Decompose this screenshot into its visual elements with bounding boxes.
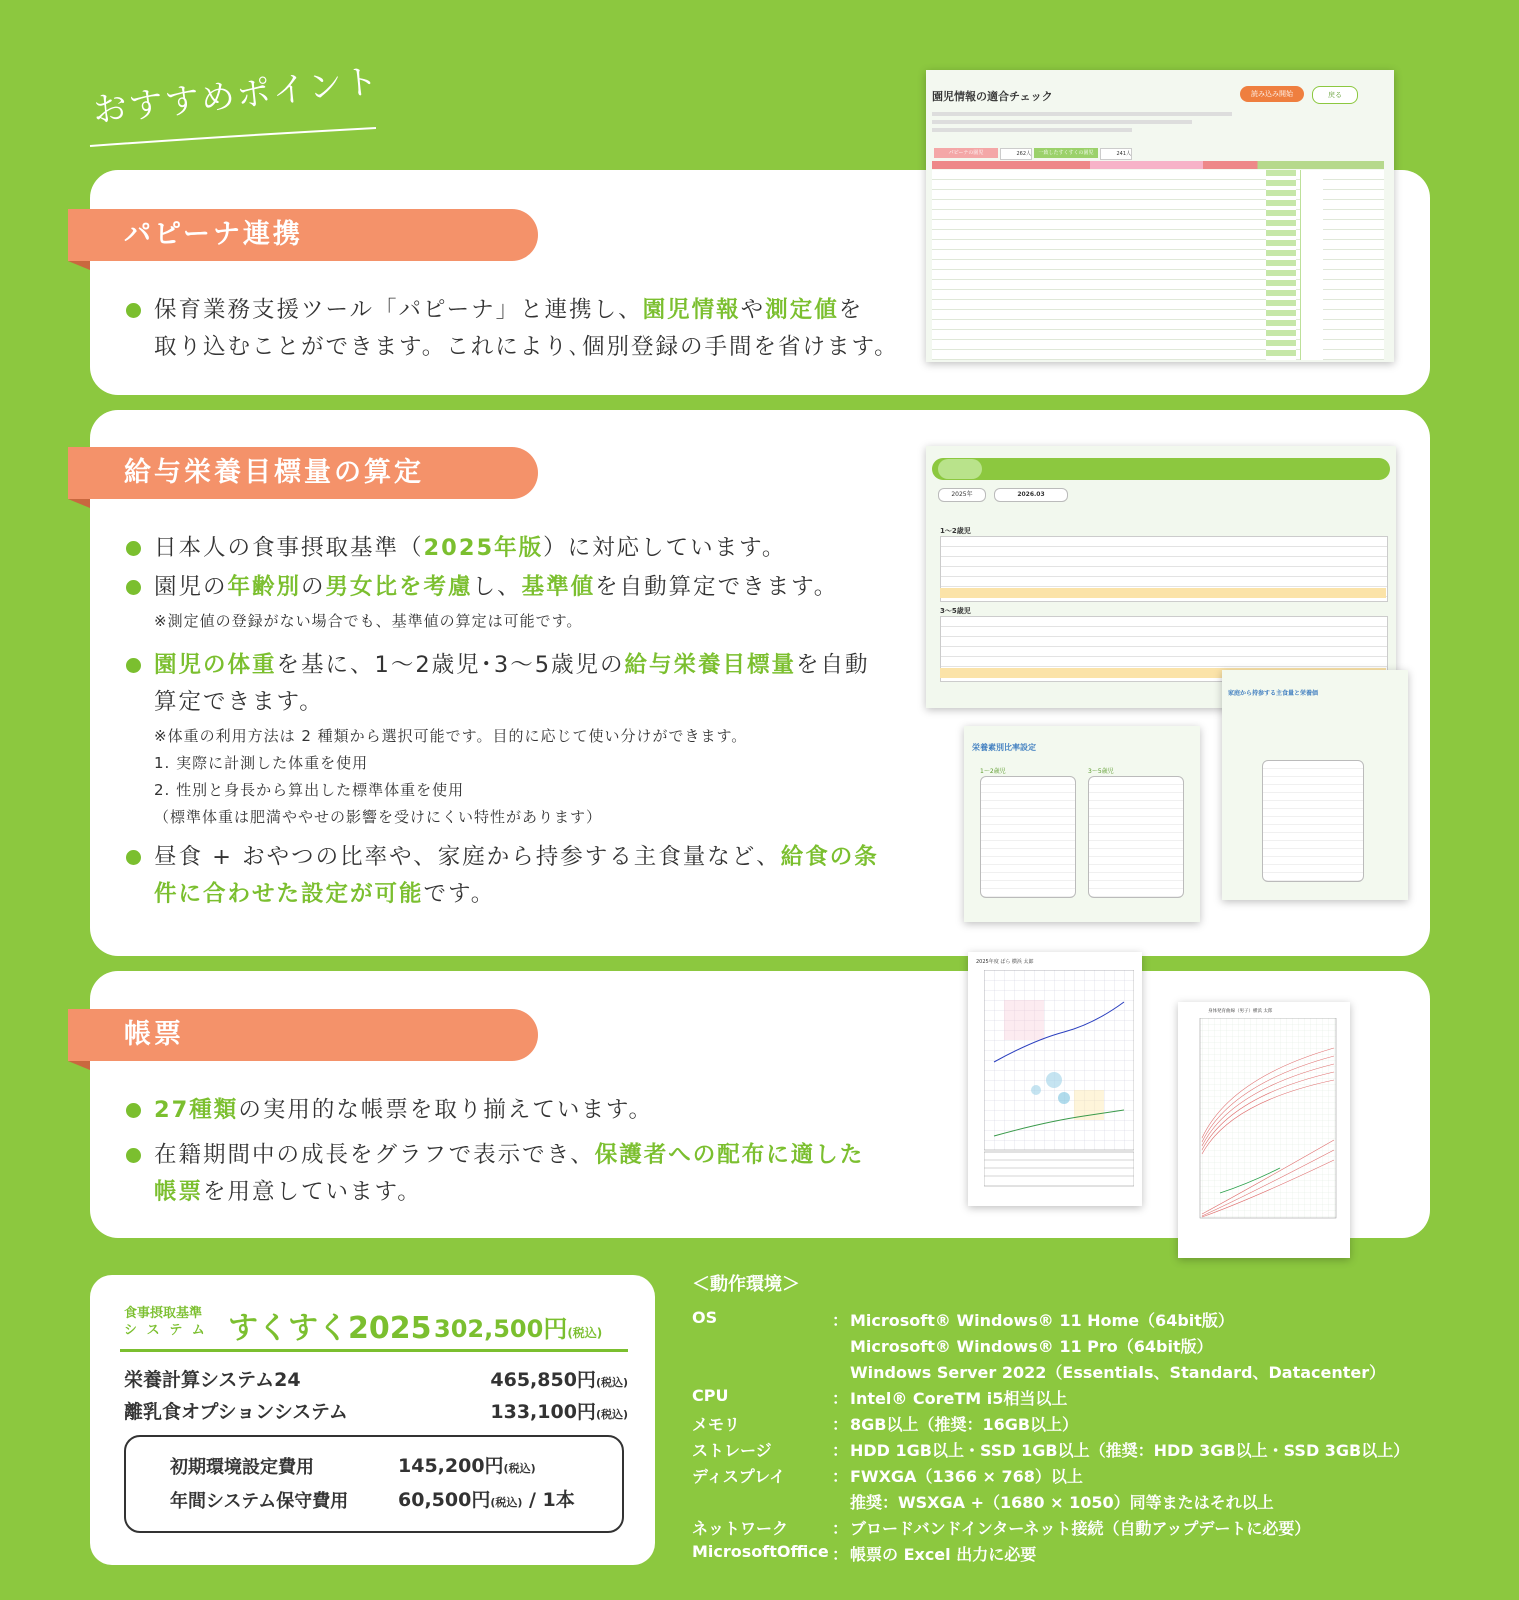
ratio-table-2 bbox=[1088, 776, 1184, 898]
ratio-col-3-5: 3〜5歳児 bbox=[1088, 768, 1114, 775]
growth-chart bbox=[984, 970, 1134, 1188]
bullet-item: 園児の体重を基に、1〜2歳児･3〜5歳児の給与栄養目標量を自動 算定できます。 ※体重の利用方法は 2 種類から選択可能です。目的に応じて使い分けができます。 1. 実際に計測した体重を使用 2. 性別と身長から算出した標準体重を使用 （標準体重は肥満ややせの影響を受けにくい特性があります） bbox=[126, 647, 906, 831]
note-text: 2. 性別と身長から算出した標準体重を使用 bbox=[154, 781, 465, 799]
section-nutrition-tag: 給与栄養目標量の算定 bbox=[68, 447, 538, 499]
bullet-item: 園児の年齢別の男女比を考慮し、基準値を自動算定できます。 ※測定値の登録がない場合でも、基準値の算定は可能です。 bbox=[126, 569, 906, 635]
heading-underline bbox=[88, 122, 378, 150]
ratio-table-1 bbox=[980, 776, 1076, 898]
group-label-1-2: 1〜2歳児 bbox=[940, 527, 971, 535]
price-card bbox=[90, 1275, 655, 1565]
bullet-item: 27種類の実用的な帳票を取り揃えています。 bbox=[126, 1092, 906, 1129]
curve-title: 身体発育曲線（男子）横浜 太郎 bbox=[1208, 1009, 1273, 1014]
product-price: 302,500円(税込) bbox=[434, 1315, 603, 1343]
matched-count: 241人 bbox=[1100, 148, 1132, 160]
ratio-title: 栄養素別比率設定 bbox=[972, 743, 1036, 752]
screenshot-home-staple bbox=[1222, 670, 1408, 900]
tag-fold bbox=[68, 261, 90, 270]
table-header bbox=[932, 161, 1384, 169]
fee-price: 60,500円(税込) / 1本 bbox=[398, 1489, 575, 1511]
section-nutrition-bullets bbox=[126, 530, 906, 915]
note-text: ※体重の利用方法は 2 種類から選択可能です。目的に応じて使い分けができます。 bbox=[154, 727, 748, 745]
tag-fold bbox=[68, 1061, 90, 1070]
home-title: 家庭から持参する主食量と栄養価 bbox=[1228, 690, 1319, 697]
import-button[interactable]: 読み込み開始 bbox=[1240, 86, 1304, 102]
fee-price: 145,200円(税込) bbox=[398, 1455, 536, 1477]
env-title: ＜動作環境＞ bbox=[692, 1274, 800, 1295]
section-papina-tag: パピーナ連携 bbox=[68, 209, 538, 261]
month-selector[interactable]: 2026.03 bbox=[994, 488, 1068, 502]
screenshot-matching-check bbox=[926, 70, 1394, 362]
growth-curve-chart bbox=[1190, 1018, 1340, 1238]
report-title: 2025年度 ばら 横浜 太郎 bbox=[976, 959, 1034, 965]
back-button[interactable]: 戻る bbox=[1312, 86, 1358, 104]
price-divider bbox=[120, 1349, 628, 1352]
bullet-item: 在籍期間中の成長をグラフで表示でき、保護者への配布に適した 帳票を用意しています。 bbox=[126, 1137, 906, 1211]
note-text: （標準体重は肥満ややせの影響を受けにくい特性があります） bbox=[154, 808, 603, 826]
section-papina-bullets bbox=[126, 292, 906, 368]
note-text: 1. 実際に計測した体重を使用 bbox=[154, 754, 369, 772]
fees-box bbox=[124, 1435, 624, 1533]
page-heading: おすすめポイント bbox=[91, 61, 383, 131]
option-row: 栄養計算システム24 465,850円(税込) bbox=[124, 1369, 628, 1391]
system-label: 食事摂取基準 システム bbox=[124, 1306, 215, 1338]
bullet-item: 日本人の食事摂取基準（2025年版）に対応しています。 bbox=[126, 530, 906, 567]
app-toolbar bbox=[932, 458, 1390, 480]
screenshot-ratio-settings bbox=[964, 726, 1200, 922]
section-report-bullets bbox=[126, 1092, 906, 1213]
product-name: すくすく2025 bbox=[228, 1311, 432, 1346]
home-table bbox=[1262, 760, 1364, 882]
toolbar-active-tab[interactable] bbox=[938, 459, 982, 479]
bullet-item: 保育業務支援ツール「パピーナ」と連携し、園児情報や測定値を 取り込むことができます。これにより､個別登録の手間を省けます。 bbox=[126, 292, 906, 366]
papina-count: 262人 bbox=[1000, 148, 1032, 160]
option-row: 離乳食オプションシステム 133,100円(税込) bbox=[124, 1401, 628, 1423]
group-label-3-5: 3〜5歳児 bbox=[940, 607, 971, 615]
screenshot-target-calculation bbox=[926, 446, 1396, 708]
note-text: ※測定値の登録がない場合でも、基準値の算定は可能です。 bbox=[154, 612, 583, 630]
screenshot-growth-report bbox=[968, 952, 1142, 1206]
screenshot-growth-curve bbox=[1178, 1002, 1350, 1258]
tag-fold bbox=[68, 499, 90, 508]
bullet-item: 昼食 + おやつの比率や、家庭から持参する主食量など、給食の条 件に合わせた設定が可能です。 bbox=[126, 839, 906, 913]
papina-count-label: パピーナの園児 bbox=[934, 148, 998, 158]
ratio-col-1-2: 1〜2歳児 bbox=[980, 768, 1006, 775]
matched-count-label: 一致したすくすくの園児 bbox=[1034, 148, 1098, 158]
fee-row: 年間システム保守費用 bbox=[170, 1491, 349, 1512]
section-report-tag: 帳票 bbox=[68, 1009, 538, 1061]
screenshot-title: 園児情報の適合チェック bbox=[932, 90, 1053, 103]
fee-row: 初期環境設定費用 bbox=[170, 1457, 314, 1478]
year-selector[interactable]: 2025年 bbox=[938, 488, 986, 502]
